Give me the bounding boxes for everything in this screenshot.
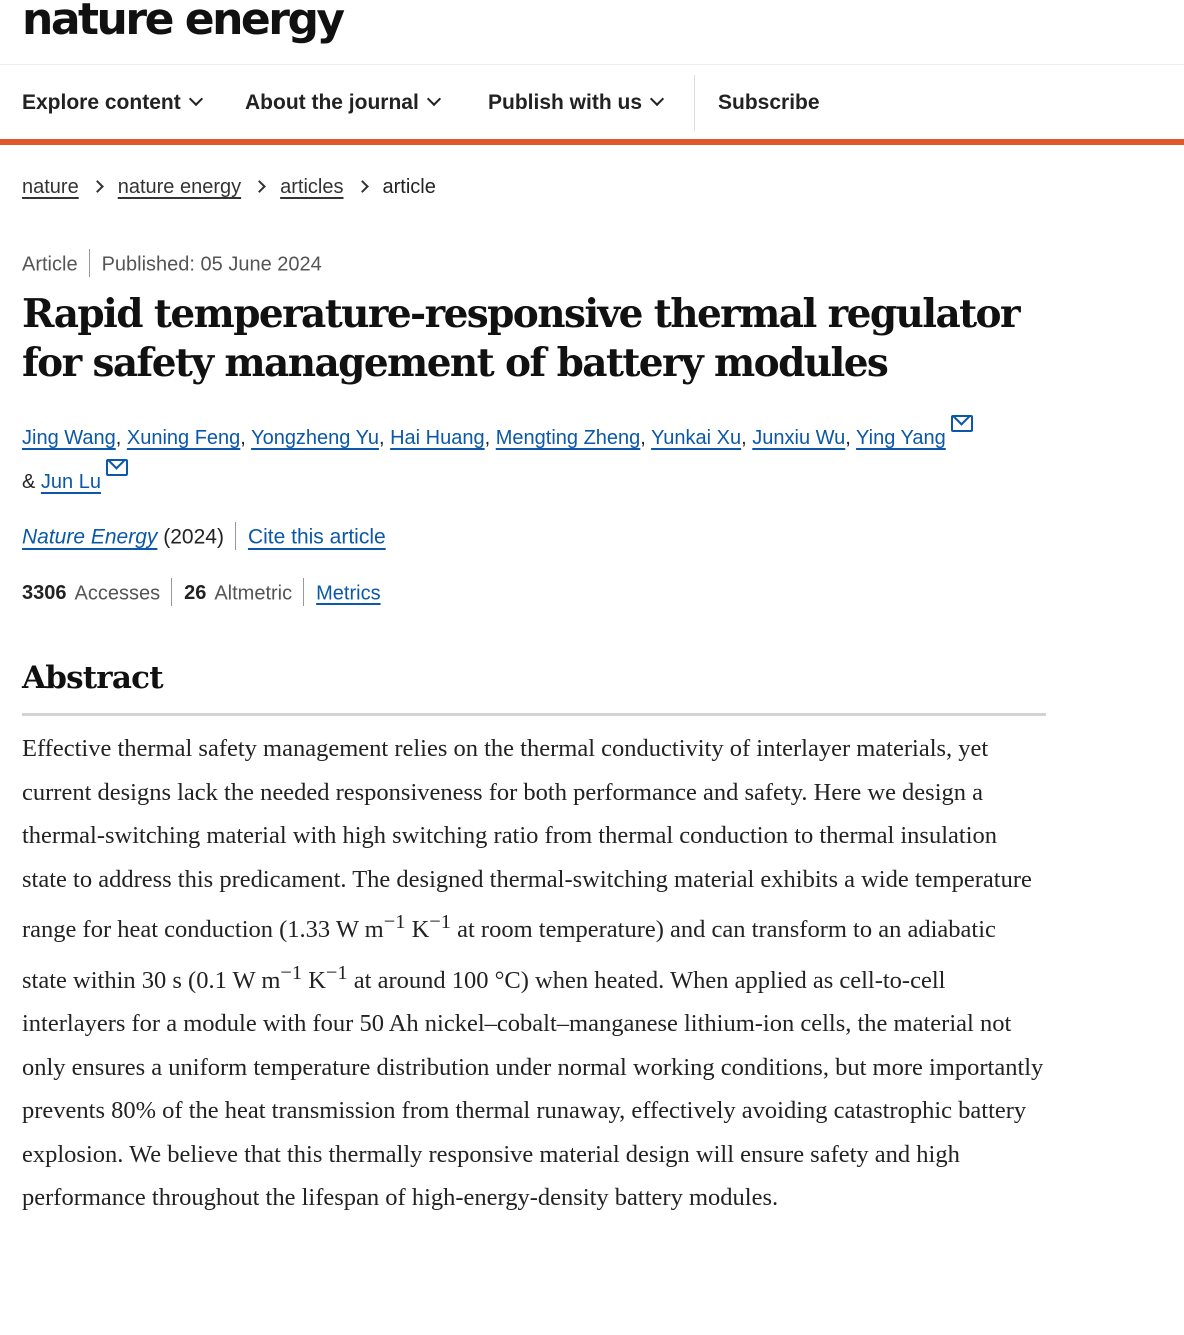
metrics-divider (171, 578, 172, 606)
author-separator: , (741, 427, 747, 449)
abstract-divider (22, 713, 1046, 716)
chevron-down-icon (427, 92, 441, 106)
superscript: −1 (325, 961, 348, 984)
author-link[interactable]: Yongzheng Yu (251, 427, 379, 449)
nav-about-label: About the journal (245, 91, 419, 114)
nav-explore-content[interactable] (22, 65, 201, 141)
author-conjunction: & (22, 471, 36, 493)
author-link[interactable]: Jing Wang (22, 427, 116, 449)
author-separator: , (640, 427, 646, 449)
nav-about-journal[interactable] (245, 65, 439, 141)
metrics-divider (303, 578, 304, 606)
abstract-segment: K (302, 966, 326, 994)
author-separator: , (484, 427, 491, 449)
abstract-heading: Abstract (22, 660, 163, 696)
breadcrumb-articles[interactable]: articles (280, 176, 344, 198)
published-date: Published: 05 June 2024 (101, 253, 322, 276)
author-link[interactable]: Mengting Zheng (495, 427, 641, 449)
email-icon[interactable] (951, 415, 973, 432)
chevron-right-icon (253, 180, 266, 193)
nav-divider (694, 75, 695, 131)
chevron-right-icon (356, 180, 369, 193)
abstract-segment: Effective thermal safety management relies on the thermal conductivity of interlayer materials, yet current designs lack the needed responsiveness for both performance and safety. Here we design a thermal-switching material with high switching ratio from thermal conduction to thermal insulation state to address this predicament. The designed thermal-switching material exhibits a wide temperature range for heat conduction (1.33 W m (22, 735, 1032, 944)
breadcrumb-nature[interactable]: nature (22, 176, 79, 198)
article-title: Rapid temperature-responsive thermal regulator for safety management of battery modules (22, 291, 1019, 386)
email-icon[interactable] (106, 459, 128, 476)
main-nav (0, 64, 1184, 141)
author-separator: , (378, 427, 385, 449)
abstract-segment: at room temperature) and can transform to an adiabatic state within 30 s (0.1 W m (22, 916, 996, 994)
journal-logo[interactable]: nature energy (22, 0, 343, 45)
nav-publish-with-us[interactable] (488, 65, 662, 141)
breadcrumb-current: article (382, 176, 436, 198)
chevron-down-icon (650, 92, 664, 106)
article-type: Article (22, 253, 78, 276)
chevron-down-icon (189, 92, 203, 106)
metrics-link[interactable]: Metrics (316, 582, 381, 605)
author-link[interactable]: Hai Huang (390, 427, 485, 449)
citation-line (22, 524, 386, 552)
nav-explore-label: Explore content (22, 91, 181, 114)
nav-publish-label: Publish with us (488, 91, 643, 114)
nav-accent-bar (0, 139, 1184, 145)
author-separator: , (845, 427, 851, 449)
publication-year: (2024) (163, 525, 224, 549)
article-meta (22, 251, 322, 279)
author-separator: , (240, 427, 246, 449)
superscript: −1 (383, 911, 406, 933)
altmetric-label: Altmetric (214, 582, 293, 605)
citation-divider (235, 522, 236, 550)
abstract-segment: at around 100 °C) when heated. When applied as cell-to-cell interlayers for a module with four 50 Ah nickel–cobalt–manganese lithium-ion cells, the material not only ensures a uniform temperature distribution under normal working conditions, but more importantly prevents 80% of the heat transmission from thermal runaway, effectively avoiding catastrophic battery explosion. We believe that this thermally responsive material design will ensure safety and high performance throughout the lifespan of high-energy-density battery modules. (22, 966, 1044, 1212)
author-link[interactable]: Junxiu Wu (752, 427, 846, 449)
superscript: −1 (429, 911, 451, 933)
breadcrumb (22, 176, 436, 204)
accesses-count: 3306 (22, 582, 67, 605)
accesses-label: Accesses (74, 582, 161, 605)
altmetric-count: 26 (184, 582, 207, 605)
article-metrics (22, 580, 381, 608)
breadcrumb-nature-energy[interactable]: nature energy (117, 176, 242, 198)
author-list (22, 416, 1082, 504)
author-link[interactable]: Yunkai Xu (651, 427, 742, 449)
abstract-text (22, 727, 1044, 1220)
meta-divider (89, 249, 90, 277)
nav-subscribe[interactable]: Subscribe (718, 91, 820, 114)
chevron-right-icon (91, 180, 104, 193)
abstract-segment: K (405, 916, 430, 944)
author-link[interactable]: Ying Yang (856, 427, 946, 449)
cite-this-article-link[interactable]: Cite this article (247, 525, 386, 549)
journal-link[interactable]: Nature Energy (22, 525, 158, 549)
superscript: −1 (280, 961, 303, 984)
author-link[interactable]: Jun Lu (40, 471, 101, 493)
author-link[interactable]: Xuning Feng (126, 427, 241, 449)
author-separator: , (115, 427, 122, 449)
